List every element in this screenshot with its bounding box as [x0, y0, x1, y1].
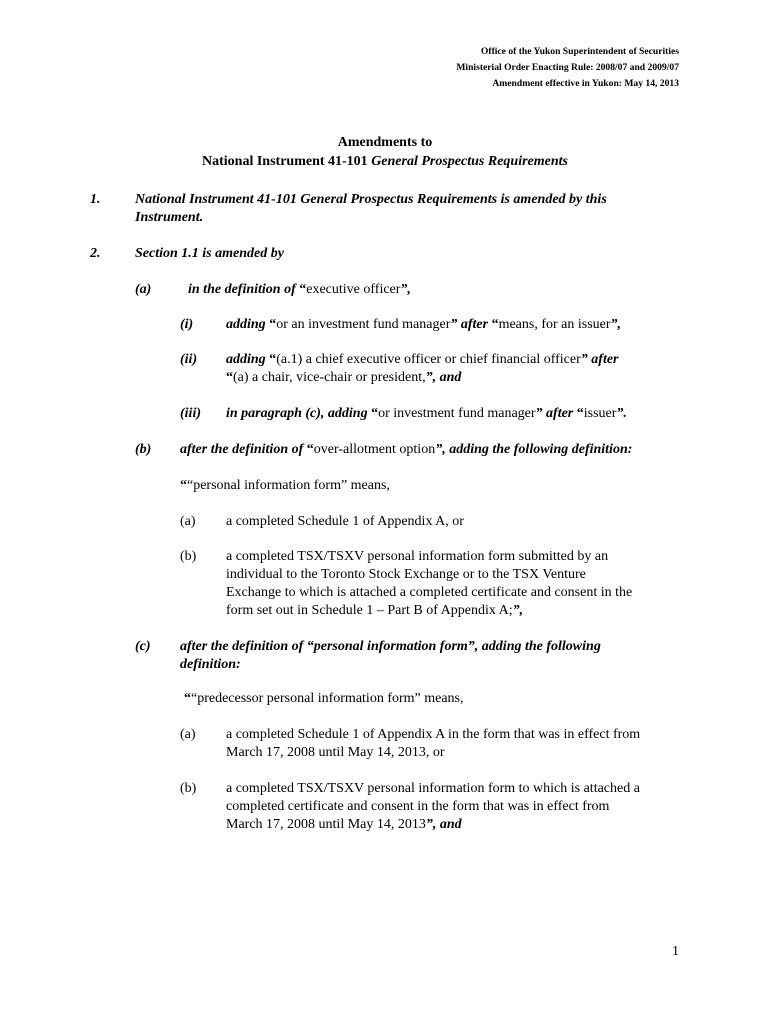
para-c-sub-a-line-1: a completed Schedule 1 of Appendix A in the form that was in effect from	[226, 727, 641, 742]
para-c-label: (c)	[135, 639, 151, 654]
para-a-ii-line-2: “(a) a chair, vice-chair or president,”, and	[226, 370, 462, 385]
document-title-line-2	[0, 152, 770, 171]
term-over-allotment-option: over-allotment option	[313, 442, 436, 457]
item-1-line-2: Instrument.	[135, 210, 204, 225]
para-a-label: (a)	[135, 282, 152, 297]
para-a-text: in the definition of “executive officer”,	[188, 282, 411, 297]
para-c-sub-b-line-1: a completed TSX/TSXV personal information form to which is attached a	[226, 781, 640, 796]
para-b-sub-b-line-2: individual to the Toronto Stock Exchange or to the TSX Venture	[226, 567, 586, 582]
para-a-ii-line-1: adding “(a.1) a chief executive officer or chief financial officer” after	[226, 352, 619, 367]
page-number: 1	[672, 944, 679, 959]
para-a-iii-text: in paragraph (c), adding “or investment fund manager” after “issuer”.	[226, 406, 627, 421]
para-b-sub-a-text: a completed Schedule 1 of Appendix A, or	[226, 514, 464, 529]
term-executive-officer: executive officer	[306, 282, 401, 297]
title-instrument-subtitle: General Prospectus Requirements	[371, 154, 568, 169]
para-c-sub-a-label: (a)	[180, 727, 196, 742]
para-c-sub-b-line-2: completed certificate and consent in the form that was in effect from	[226, 799, 610, 814]
header-line-3: Amendment effective in Yukon: May 14, 2013	[492, 78, 679, 89]
para-b-sub-b-line-1: a completed TSX/TSXV personal information form submitted by an	[226, 549, 609, 564]
para-a-i-text: adding “or an investment fund manager” after “means, for an issuer”,	[226, 317, 622, 332]
para-c-sub-b-label: (b)	[180, 781, 197, 796]
item-1-line-1: National Instrument 41-101 General Prospectus Requirements is amended by this	[135, 192, 607, 207]
para-b-sub-b-label: (b)	[180, 549, 197, 564]
para-b-text: after the definition of “over-allotment option”, adding the following definition:	[180, 442, 633, 457]
para-c-sub-b-line-3: March 17, 2008 until May 14, 2013”, and	[226, 817, 462, 832]
para-b-sub-b-line-4: form set out in Schedule 1 – Part B of Appendix A;”,	[226, 603, 524, 618]
para-c-sub-a-line-2: March 17, 2008 until May 14, 2013, or	[226, 745, 445, 760]
item-1-number: 1.	[90, 192, 101, 207]
para-c-line-2: definition:	[180, 657, 241, 672]
para-b-sub-a-label: (a)	[180, 514, 196, 529]
item-2-number: 2.	[90, 246, 101, 261]
para-c-line-1: after the definition of “personal information form”, adding the following	[180, 639, 601, 654]
title-instrument-name: National Instrument 41-101	[202, 154, 372, 169]
header-line-2: Ministerial Order Enacting Rule: 2008/07 and 2009/07	[456, 62, 679, 73]
document-title-line-1: Amendments to	[337, 135, 433, 150]
para-b-sub-b-line-3: Exchange to which is attached a completed certificate and consent in the	[226, 585, 633, 600]
para-b-label: (b)	[135, 442, 152, 457]
definition-personal-information-form: ““personal information form” means,	[180, 478, 390, 493]
header-line-1: Office of the Yukon Superintendent of Securities	[480, 46, 679, 57]
para-a-ii-label: (ii)	[180, 352, 198, 367]
para-a-iii-label: (iii)	[180, 406, 201, 421]
item-2-text: Section 1.1 is amended by	[135, 246, 284, 261]
definition-predecessor-personal-information-form: ““predecessor personal information form” means,	[184, 691, 464, 706]
para-a-i-label: (i)	[180, 317, 194, 332]
